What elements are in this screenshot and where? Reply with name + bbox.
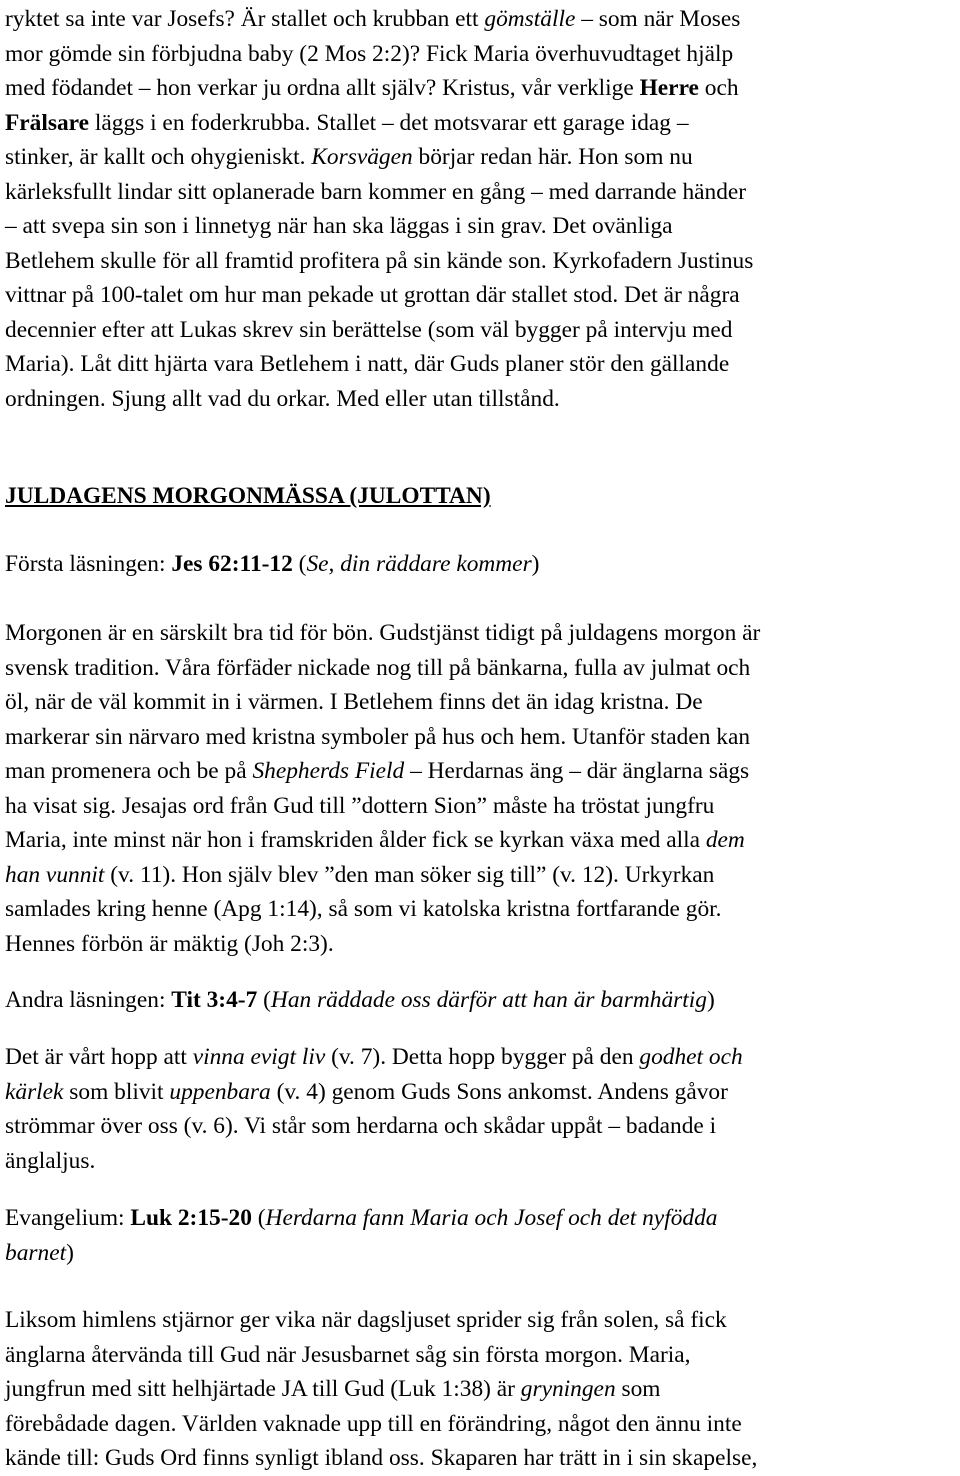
italic-text: gömställe <box>484 6 576 32</box>
text-line <box>5 1236 717 1271</box>
italic-text: Shepherds Field <box>252 758 405 784</box>
bold-reference: Tit 3:4-7 <box>171 987 258 1013</box>
text-run: ha visat sig. Jesajas ord från Gud till ”dottern Sion” måste ha tröstat jungfru <box>5 792 715 819</box>
text-line <box>5 1201 717 1236</box>
text-run: vittnar på 100-talet om hur man pekade ut grottan där stallet stod. Det är några <box>5 282 740 308</box>
text-line <box>5 1338 757 1373</box>
text-line <box>5 1407 757 1442</box>
text-run: Det är vårt hopp att <box>5 1044 193 1070</box>
text-line <box>5 547 539 582</box>
text-run: Hennes förbön är mäktig (Joh 2:3). <box>5 930 334 957</box>
text-run: Maria). Låt ditt hjärta vara Betlehem i natt, där Guds planer stör den gällande <box>5 351 730 377</box>
text-line <box>5 209 753 244</box>
text-run: svensk tradition. Våra förfäder nickade nog till på bänkarna, fulla av julmat och <box>5 654 751 681</box>
text-run: markerar sin närvaro med kristna symboler på hus och hem. Utanför staden kan <box>5 723 751 750</box>
italic-text: han vunnit <box>5 861 105 888</box>
text-line <box>5 1109 743 1144</box>
italic-text: Korsvägen <box>311 144 413 170</box>
gospel-title <box>5 1201 717 1270</box>
text-run: ( <box>292 551 307 577</box>
text-run: Evangelium: <box>5 1205 131 1231</box>
text-line <box>5 1075 743 1110</box>
gospel-body <box>5 1303 757 1476</box>
text-line <box>5 1441 757 1476</box>
text-run: börjar redan här. Hon som nu <box>412 144 693 170</box>
text-line <box>5 313 753 348</box>
text-line <box>5 651 760 686</box>
bold-reference: Luk 2:15-20 <box>130 1205 252 1231</box>
italic-text: Se, din räddare kommer <box>306 551 532 577</box>
text-line <box>5 382 753 417</box>
text-run: Liksom himlens stjärnor ger vika när dagsljuset sprider sig från solen, så fick <box>5 1307 727 1333</box>
text-line <box>5 983 715 1018</box>
text-run: öl, när de väl kommit in i värmen. I Betlehem finns det än idag kristna. De <box>5 689 703 715</box>
text-line <box>5 37 753 72</box>
text-run: – Herdarnas äng – där änglarna sägs <box>404 758 750 784</box>
text-run: ) <box>706 987 715 1013</box>
second-reading-body <box>5 1040 743 1178</box>
text-line <box>5 1040 743 1075</box>
text-run: strömmar över oss (v. 6). Vi står som herdarna och skådar uppåt – badande i <box>5 1113 717 1139</box>
text-run: läggs i en foderkrubba. Stallet – det motsvarar ett garage idag – <box>89 109 689 136</box>
text-run: ( <box>257 987 271 1013</box>
italic-text: godhet och <box>639 1044 743 1070</box>
text-line <box>5 754 760 789</box>
text-line <box>5 175 753 210</box>
text-run: som blivit <box>63 1078 170 1105</box>
text-run: Morgonen är en särskilt bra tid för bön. Gudstjänst tidigt på juldagens morgon är <box>5 620 761 646</box>
text-run: decennier efter att Lukas skrev sin berättelse (som väl bygger på intervju med <box>5 316 733 343</box>
text-run: jungfrun med sitt helhjärtade JA till Gud (Luk 1:38) är <box>5 1376 521 1402</box>
text-line <box>5 1372 757 1407</box>
text-run: förebådade dagen. Världen vaknade upp till en förändring, något den ännu inte <box>5 1410 742 1437</box>
text-line <box>5 616 760 651</box>
text-line <box>5 858 760 893</box>
text-run: ( <box>251 1205 266 1231</box>
second-reading-title <box>5 983 715 1018</box>
bold-reference: Jes 62:11-12 <box>171 551 293 577</box>
text-run: ryktet sa inte var Josefs? Är stallet och krubban ett <box>5 6 485 32</box>
bold-reference: Herre <box>639 75 699 101</box>
italic-text: Herdarna fann Maria och Josef och det nyfödda <box>265 1205 718 1231</box>
text-run: (v. 11). Hon själv blev ”den man söker sig till” (v. 12). Urkyrkan <box>104 861 715 888</box>
text-run: Betlehem skulle för all framtid profitera på sin kände son. Kyrkofadern Justinus <box>5 247 754 274</box>
paragraph-intro <box>5 2 753 416</box>
text-run: kärleksfullt lindar sitt oplanerade barn kommer en gång – med darrande händer <box>5 178 747 205</box>
text-line <box>5 892 760 927</box>
text-run: stinker, är kallt och ohygieniskt. <box>5 144 312 170</box>
text-run: Första läsningen: <box>5 551 172 577</box>
text-line <box>5 2 753 37</box>
text-run: (v. 4) genom Guds Sons ankomst. Andens gåvor <box>270 1078 728 1105</box>
text-run: och <box>698 75 739 101</box>
text-run: Andra läsningen: <box>5 987 172 1013</box>
text-run: som <box>615 1376 661 1402</box>
text-line <box>5 1144 743 1179</box>
text-run: Maria, inte minst när hon i framskriden ålder fick se kyrkan växa med alla <box>5 827 706 853</box>
text-run: – som när Moses <box>575 6 741 32</box>
text-run: (v. 7). Detta hopp bygger på den <box>325 1044 640 1070</box>
text-run: änglaljus. <box>5 1147 96 1174</box>
italic-text: barnet <box>5 1239 67 1266</box>
italic-text: dem <box>705 827 745 853</box>
text-run: ) <box>531 551 540 577</box>
text-run: ) <box>66 1239 74 1266</box>
text-run: man promenera och be på <box>5 758 253 784</box>
text-line <box>5 244 753 279</box>
section-heading <box>5 479 491 514</box>
text-line <box>5 927 760 962</box>
text-line <box>5 685 760 720</box>
first-reading-title <box>5 547 539 582</box>
text-run: ordningen. Sjung allt vad du orkar. Med eller utan tillstånd. <box>5 385 560 412</box>
italic-text: Han räddade oss därför att han är barmhärtig <box>270 987 707 1013</box>
text-line <box>5 106 753 141</box>
text-run: änglarna återvända till Gud när Jesusbarnet såg sin första morgon. Maria, <box>5 1341 691 1368</box>
text-run: JULDAGENS MORGONMÄSSA (JULOTTAN) <box>5 483 491 509</box>
text-line <box>5 479 491 514</box>
text-line <box>5 1303 757 1338</box>
text-line <box>5 823 760 858</box>
text-line <box>5 71 753 106</box>
text-run: mor gömde sin förbjudna baby (2 Mos 2:2)? Fick Maria överhuvudtaget hjälp <box>5 40 734 67</box>
italic-text: gryningen <box>520 1376 616 1402</box>
italic-text: uppenbara <box>169 1078 271 1105</box>
first-reading-body <box>5 616 760 961</box>
text-run: – att svepa sin son i linnetyg när han ska läggas i sin grav. Det ovänliga <box>5 213 673 239</box>
italic-text: vinna evigt liv <box>192 1044 326 1070</box>
text-line <box>5 140 753 175</box>
text-line <box>5 720 760 755</box>
text-line <box>5 347 753 382</box>
text-line <box>5 789 760 824</box>
text-line <box>5 278 753 313</box>
bold-reference: Frälsare <box>5 109 90 136</box>
text-run: samlades kring henne (Apg 1:14), så som vi katolska kristna fortfarande gör. <box>5 896 722 922</box>
italic-text: kärlek <box>5 1078 64 1105</box>
text-run: med födandet – hon verkar ju ordna allt själv? Kristus, vår verklige <box>5 75 640 101</box>
text-run: kände till: Guds Ord finns synligt ibland oss. Skaparen har trätt in i sin skapelse, <box>5 1445 758 1471</box>
